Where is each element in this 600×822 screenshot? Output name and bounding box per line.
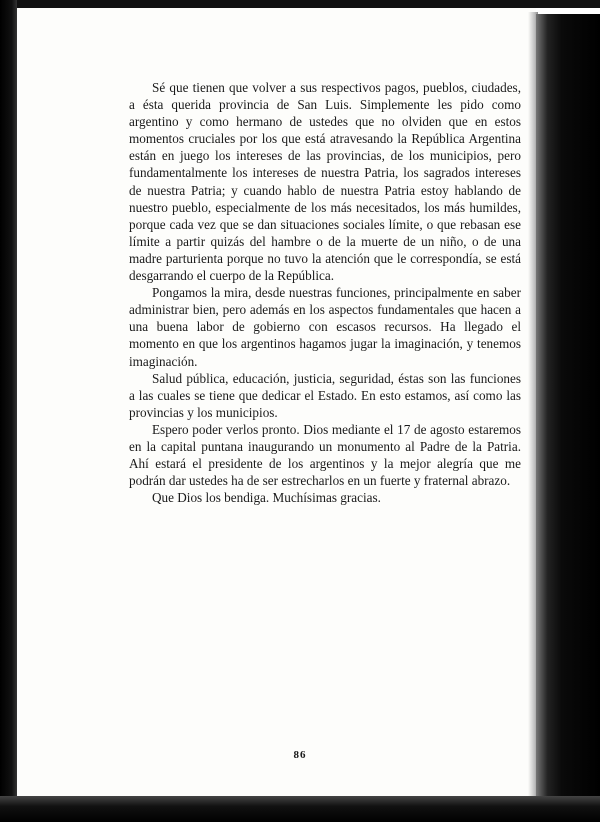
paragraph-1: Sé que tienen que volver a sus respectivos pagos, pueblos, ciudades, a ésta querida provincia de San Luis. Simplemente les pido como argentino y como hermano de ustedes que no olviden que en estos momentos cruciales por los que está atravesando la República Argentina están en juego los intereses de las provincias, de los municipios, pero fundamentalmente los intereses de nuestra Patria, los sagrados intereses de nuestra Patria; y cuando hablo de nuestra Patria estoy hablando de nuestro pueblo, especialmente de los más necesitados, los más humildes, porque cada vez que se dan situaciones sociales límite, o que rebasan ese límite a partir quizás del hambre o de la muerte de un niño, o de una madre parturienta porque no tuvo la atención que le correspondía, se está desgarrando el cuerpo de la República. [129, 80, 521, 284]
document-page [17, 8, 536, 796]
scan-border-right [536, 14, 600, 802]
paragraph-2: Pongamos la mira, desde nuestras funciones, principalmente en saber administrar bien, pero además en los aspectos fundamentales que hacen a una buena labor de gobierno con escasos recursos. Ha llegado el momento en que los argentinos hagamos jugar la imaginación, y tenemos imaginación. [129, 285, 521, 369]
body-text [129, 79, 521, 506]
page-number: 86 [293, 749, 307, 761]
scan-border-bottom [0, 796, 600, 822]
scan-border-left [0, 0, 17, 822]
paragraph-5: Que Dios los bendiga. Muchísimas gracias. [152, 490, 381, 506]
paragraph-3: Salud pública, educación, justicia, seguridad, éstas son las funciones a las cuales se tiene que dedicar el Estado. En esto estamos, así como las provincias y los municipios. [129, 370, 521, 420]
scan-border-top [0, 0, 600, 8]
paragraph-4: Espero poder verlos pronto. Dios mediante el 17 de agosto estaremos en la capital puntana inaugurando un monumento al Padre de la Patria. Ahí estará el presidente de los argentinos y la mejor alegría que me podrán dar ustedes ha de ser estrecharlos en un fuerte y fraternal abrazo. [129, 421, 521, 489]
